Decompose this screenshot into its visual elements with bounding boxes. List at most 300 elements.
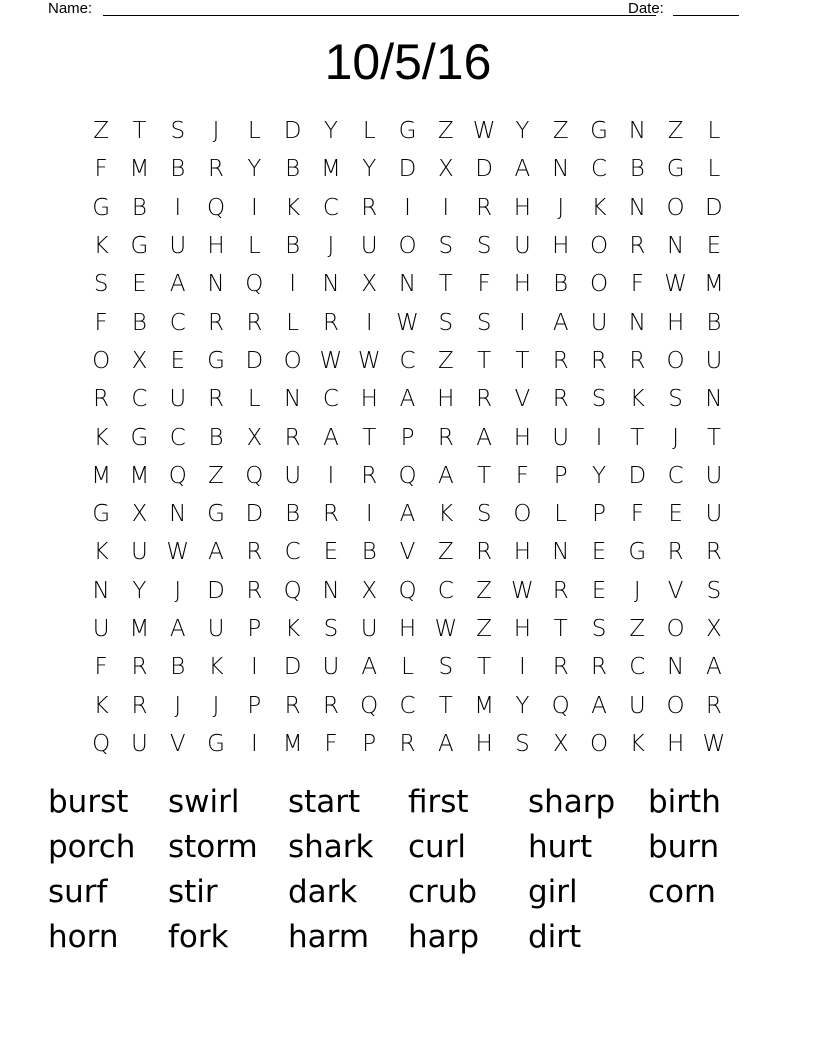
grid-letter[interactable]: A <box>323 424 339 451</box>
grid-letter[interactable]: S <box>515 730 530 757</box>
grid-letter[interactable]: W <box>511 577 534 604</box>
grid-letter[interactable]: D <box>245 501 264 528</box>
grid-letter[interactable]: I <box>250 194 258 221</box>
grid-letter[interactable]: W <box>319 347 343 374</box>
grid-letter[interactable]: R <box>208 156 225 183</box>
grid-letter[interactable]: E <box>591 577 607 604</box>
grid-letter[interactable]: I <box>404 194 411 221</box>
grid-letter[interactable]: A <box>169 616 186 642</box>
word-bank-item: fork <box>168 919 229 955</box>
grid-letter[interactable]: G <box>92 194 111 221</box>
grid-letter[interactable]: H <box>513 424 532 451</box>
grid-letter[interactable]: C <box>131 386 148 413</box>
grid-letter[interactable]: Y <box>515 118 530 145</box>
grid-letter[interactable]: J <box>327 233 335 260</box>
grid-letter[interactable]: H <box>552 233 570 260</box>
grid-letter[interactable]: J <box>212 118 220 145</box>
name-blank-line[interactable] <box>103 15 656 16</box>
word-bank-item: harm <box>288 919 370 955</box>
grid-letter[interactable]: H <box>666 309 685 336</box>
grid-letter[interactable]: P <box>247 692 262 719</box>
grid-letter[interactable]: U <box>360 616 378 642</box>
grid-letter[interactable]: L <box>362 118 376 145</box>
grid-letter[interactable]: M <box>91 462 112 489</box>
grid-letter[interactable]: N <box>705 386 723 413</box>
grid-letter[interactable]: I <box>595 424 603 451</box>
grid-letter[interactable]: K <box>629 730 645 757</box>
grid-letter[interactable]: P <box>553 462 568 489</box>
grid-letter[interactable]: Z <box>476 616 492 642</box>
grid-letter[interactable]: Q <box>245 271 264 298</box>
grid-letter[interactable]: R <box>629 233 646 260</box>
grid-letter[interactable]: M <box>129 156 150 183</box>
grid-letter[interactable]: W <box>664 271 687 298</box>
grid-letter[interactable]: O <box>666 194 685 221</box>
grid-letter[interactable]: R <box>93 386 110 413</box>
grid-letter[interactable]: X <box>131 347 148 374</box>
grid-letter[interactable]: R <box>437 424 454 451</box>
grid-letter[interactable]: W <box>357 347 381 374</box>
grid-letter[interactable]: R <box>246 309 263 336</box>
grid-letter[interactable]: R <box>476 386 493 413</box>
grid-letter[interactable]: T <box>362 424 377 451</box>
grid-letter[interactable]: R <box>208 386 225 413</box>
grid-letter[interactable]: K <box>93 539 109 566</box>
grid-letter[interactable]: A <box>706 654 722 681</box>
grid-letter[interactable]: L <box>247 118 261 145</box>
grid-letter[interactable]: E <box>323 539 339 566</box>
grid-letter[interactable]: A <box>399 501 416 528</box>
grid-letter[interactable]: M <box>129 616 150 642</box>
grid-letter[interactable]: Y <box>132 577 147 604</box>
grid-letter[interactable]: K <box>285 194 301 221</box>
grid-letter[interactable]: D <box>207 577 225 604</box>
grid-letter[interactable]: O <box>666 347 685 374</box>
grid-letter[interactable]: Y <box>323 118 338 145</box>
grid-letter[interactable]: R <box>361 462 378 489</box>
grid-letter[interactable]: A <box>399 386 416 413</box>
grid-letter[interactable]: U <box>590 309 608 336</box>
grid-letter[interactable]: F <box>630 271 644 298</box>
grid-letter[interactable]: G <box>207 730 225 757</box>
grid-letter[interactable]: U <box>705 462 723 489</box>
grid-letter[interactable]: P <box>592 501 606 528</box>
grid-letter[interactable]: G <box>130 233 149 260</box>
grid-letter[interactable]: O <box>589 233 609 260</box>
grid-letter[interactable]: I <box>327 462 335 489</box>
grid-letter[interactable]: X <box>246 424 263 451</box>
grid-letter[interactable]: K <box>591 194 607 221</box>
grid-letter[interactable]: G <box>207 347 225 374</box>
grid-letter[interactable]: O <box>92 347 111 374</box>
grid-letter[interactable]: C <box>629 654 646 681</box>
grid-letter[interactable]: S <box>668 386 683 413</box>
grid-letter[interactable]: Z <box>552 118 569 145</box>
grid-letter[interactable]: J <box>174 577 182 604</box>
grid-letter[interactable]: A <box>476 424 492 451</box>
grid-letter[interactable]: U <box>705 347 723 374</box>
grid-letter[interactable]: D <box>283 118 302 145</box>
grid-letter[interactable]: N <box>552 539 570 566</box>
grid-letter[interactable]: T <box>132 118 147 145</box>
grid-letter[interactable]: I <box>442 194 450 221</box>
grid-letter[interactable]: N <box>322 271 340 298</box>
grid-letter[interactable]: R <box>552 347 569 374</box>
grid-letter[interactable]: F <box>94 654 108 681</box>
grid-letter[interactable]: A <box>591 692 607 719</box>
grid-letter[interactable]: D <box>245 347 264 374</box>
grid-letter[interactable]: Q <box>551 692 570 719</box>
grid-letter[interactable]: R <box>131 692 148 719</box>
grid-letter[interactable]: K <box>93 692 109 719</box>
grid-letter[interactable]: Z <box>93 118 110 145</box>
grid-letter[interactable]: U <box>92 616 110 642</box>
grid-letter[interactable]: B <box>285 233 301 260</box>
grid-letter[interactable]: B <box>285 156 301 183</box>
grid-letter[interactable]: H <box>513 539 532 566</box>
grid-letter[interactable]: G <box>628 539 647 566</box>
word-bank-item: harp <box>408 919 480 955</box>
grid-letter[interactable]: Q <box>360 692 379 719</box>
grid-letter[interactable]: I <box>365 309 373 336</box>
grid-letter[interactable]: Q <box>398 577 417 604</box>
grid-letter[interactable]: E <box>170 347 186 374</box>
grid-letter[interactable]: Q <box>398 462 417 489</box>
grid-letter[interactable]: R <box>322 501 339 528</box>
grid-letter[interactable]: S <box>706 577 722 604</box>
grid-letter[interactable]: C <box>322 194 339 221</box>
grid-letter[interactable]: Z <box>476 577 492 604</box>
grid-letter[interactable]: K <box>208 654 224 681</box>
grid-letter[interactable]: U <box>322 654 340 681</box>
grid-letter[interactable]: Q <box>92 730 111 757</box>
grid-letter[interactable]: R <box>476 194 493 221</box>
grid-letter[interactable]: D <box>628 462 647 489</box>
grid-letter[interactable]: G <box>398 118 417 145</box>
grid-letter[interactable]: D <box>475 156 493 183</box>
grid-letter[interactable]: Y <box>362 156 377 183</box>
grid-letter[interactable]: L <box>707 156 721 183</box>
grid-letter[interactable]: T <box>477 347 492 374</box>
grid-letter[interactable]: R <box>476 539 493 566</box>
grid-letter[interactable]: S <box>591 616 607 642</box>
grid-letter[interactable]: P <box>362 730 377 757</box>
grid-letter[interactable]: Q <box>206 194 226 221</box>
grid-letter[interactable]: Y <box>515 692 530 719</box>
grid-letter[interactable]: V <box>169 730 186 757</box>
grid-letter[interactable]: R <box>667 539 684 566</box>
grid-letter[interactable]: T <box>515 347 530 374</box>
grid-letter[interactable]: T <box>630 424 645 451</box>
grid-letter[interactable]: N <box>552 156 570 183</box>
grid-letter[interactable]: P <box>247 616 262 642</box>
grid-letter[interactable]: K <box>93 424 109 451</box>
grid-letter[interactable]: F <box>477 271 491 298</box>
grid-letter[interactable]: U <box>552 424 570 451</box>
grid-letter[interactable]: G <box>590 118 608 145</box>
grid-letter[interactable]: D <box>398 156 417 183</box>
grid-letter[interactable]: R <box>552 654 569 681</box>
grid-letter[interactable]: N <box>169 501 187 528</box>
grid-letter[interactable]: W <box>166 539 190 566</box>
grid-letter[interactable]: A <box>361 654 378 681</box>
grid-letter[interactable]: B <box>285 501 301 528</box>
grid-letter[interactable]: K <box>93 233 109 260</box>
grid-letter[interactable]: C <box>437 577 454 604</box>
grid-letter[interactable]: T <box>553 616 568 642</box>
grid-letter[interactable]: A <box>437 730 454 757</box>
grid-letter[interactable]: Z <box>437 539 454 566</box>
grid-letter[interactable]: K <box>438 501 454 528</box>
grid-letter[interactable]: R <box>399 730 416 757</box>
grid-letter[interactable]: A <box>514 156 531 183</box>
grid-letter[interactable]: R <box>246 577 263 604</box>
grid-letter[interactable]: U <box>169 233 187 260</box>
grid-letter[interactable]: J <box>212 692 220 719</box>
grid-letter[interactable]: B <box>131 309 147 336</box>
grid-letter[interactable]: S <box>323 616 339 642</box>
grid-letter[interactable]: M <box>703 271 724 298</box>
grid-letter[interactable]: R <box>131 654 148 681</box>
grid-letter[interactable]: X <box>706 616 722 642</box>
grid-letter[interactable]: U <box>705 501 723 528</box>
grid-letter[interactable]: R <box>284 424 301 451</box>
grid-letter[interactable]: X <box>361 577 378 604</box>
grid-letter[interactable]: Y <box>247 156 262 183</box>
grid-letter[interactable]: R <box>322 309 339 336</box>
grid-letter[interactable]: R <box>322 692 339 719</box>
grid-letter[interactable]: W <box>434 616 458 642</box>
grid-letter[interactable]: P <box>400 424 415 451</box>
grid-letter[interactable]: S <box>476 309 492 336</box>
grid-letter[interactable]: Z <box>629 616 646 642</box>
grid-letter[interactable]: T <box>477 654 492 681</box>
grid-letter[interactable]: O <box>666 692 685 719</box>
grid-letter[interactable]: R <box>705 692 722 719</box>
grid-letter[interactable]: R <box>246 539 263 566</box>
grid-letter[interactable]: O <box>666 616 685 642</box>
grid-letter[interactable]: Q <box>283 577 302 604</box>
grid-letter[interactable]: A <box>208 539 224 566</box>
grid-letter[interactable]: F <box>630 501 644 528</box>
grid-letter[interactable]: C <box>399 692 416 719</box>
grid-letter[interactable]: F <box>94 309 108 336</box>
grid-letter[interactable]: Z <box>208 462 224 489</box>
grid-letter[interactable]: A <box>552 309 569 336</box>
grid-letter[interactable]: D <box>705 194 723 221</box>
grid-letter[interactable]: V <box>514 386 531 413</box>
grid-letter[interactable]: G <box>666 156 685 183</box>
grid-letter[interactable]: U <box>131 730 148 757</box>
grid-letter[interactable]: S <box>438 654 454 681</box>
grid-letter[interactable]: H <box>513 616 532 642</box>
grid-letter[interactable]: S <box>170 118 186 145</box>
grid-letter[interactable]: G <box>92 501 111 528</box>
grid-letter[interactable]: N <box>628 309 646 336</box>
grid-letter[interactable]: U <box>284 462 302 489</box>
word-bank-item: horn <box>48 919 119 955</box>
grid-letter[interactable]: E <box>668 501 683 528</box>
grid-letter[interactable]: B <box>208 424 224 451</box>
grid-letter[interactable]: X <box>552 730 569 757</box>
grid-letter[interactable]: L <box>247 233 261 260</box>
grid-letter[interactable]: K <box>285 616 301 642</box>
grid-letter[interactable]: B <box>706 309 722 336</box>
grid-letter[interactable]: V <box>399 539 416 566</box>
grid-letter[interactable]: X <box>437 156 454 183</box>
grid-letter[interactable]: U <box>207 616 225 642</box>
grid-letter[interactable]: W <box>396 309 419 336</box>
header-row <box>48 0 748 20</box>
grid-letter[interactable]: F <box>94 156 108 183</box>
grid-letter[interactable]: C <box>322 386 339 413</box>
grid-letter[interactable]: S <box>93 271 109 298</box>
grid-letter[interactable]: R <box>361 194 378 221</box>
grid-letter[interactable]: N <box>92 577 110 604</box>
grid-letter[interactable]: Y <box>591 462 607 489</box>
grid-letter[interactable]: G <box>207 501 225 528</box>
word-search-grid <box>82 112 733 763</box>
grid-letter[interactable]: N <box>398 271 417 298</box>
grid-letter[interactable]: R <box>208 309 225 336</box>
grid-letter[interactable]: E <box>132 271 147 298</box>
grid-letter[interactable]: H <box>475 730 493 757</box>
grid-letter[interactable]: I <box>250 730 258 757</box>
grid-letter[interactable]: U <box>628 692 646 719</box>
grid-letter[interactable]: L <box>707 118 721 145</box>
grid-letter[interactable]: R <box>591 347 607 374</box>
date-blank-line[interactable] <box>673 15 739 16</box>
grid-letter[interactable]: Q <box>245 462 264 489</box>
grid-letter[interactable]: O <box>398 233 417 260</box>
grid-letter[interactable]: H <box>360 386 378 413</box>
grid-letter[interactable]: H <box>513 271 532 298</box>
grid-letter[interactable]: Z <box>667 118 684 145</box>
grid-letter[interactable]: G <box>130 424 149 451</box>
grid-letter[interactable]: F <box>324 730 338 757</box>
grid-letter[interactable]: J <box>633 577 641 604</box>
word-bank-item: birth <box>648 784 721 820</box>
word-bank-item: porch <box>48 829 136 865</box>
grid-letter[interactable]: O <box>589 271 609 298</box>
grid-letter[interactable]: I <box>289 271 297 298</box>
grid-letter[interactable]: B <box>170 156 186 183</box>
grid-letter[interactable]: N <box>207 271 225 298</box>
grid-letter[interactable]: R <box>284 692 301 719</box>
grid-letter[interactable]: N <box>628 118 646 145</box>
grid-letter[interactable]: S <box>438 233 454 260</box>
grid-letter[interactable]: Z <box>437 118 454 145</box>
grid-letter[interactable]: J <box>557 194 565 221</box>
grid-letter[interactable]: H <box>513 194 532 221</box>
grid-letter[interactable]: N <box>628 194 646 221</box>
grid-letter[interactable]: M <box>129 462 150 489</box>
grid-letter[interactable]: R <box>552 577 569 604</box>
grid-letter[interactable]: H <box>398 616 417 642</box>
grid-letter[interactable]: U <box>360 233 378 260</box>
grid-letter[interactable]: M <box>321 156 341 183</box>
grid-letter[interactable]: I <box>174 194 182 221</box>
grid-letter[interactable]: T <box>438 692 453 719</box>
grid-letter[interactable]: S <box>476 233 492 260</box>
grid-letter[interactable]: V <box>667 577 684 604</box>
grid-letter[interactable]: S <box>438 309 454 336</box>
grid-letter[interactable]: I <box>519 309 526 336</box>
grid-letter[interactable]: T <box>706 424 721 451</box>
grid-letter[interactable]: B <box>629 156 645 183</box>
grid-letter[interactable]: T <box>477 462 492 489</box>
grid-letter[interactable]: N <box>666 233 685 260</box>
grid-letter[interactable]: E <box>591 539 607 566</box>
grid-letter[interactable]: L <box>554 501 568 528</box>
grid-letter[interactable]: S <box>476 501 492 528</box>
grid-letter[interactable]: T <box>438 271 453 298</box>
grid-letter[interactable]: O <box>589 730 609 757</box>
grid-letter[interactable]: Z <box>437 347 454 374</box>
grid-letter[interactable]: I <box>250 654 258 681</box>
grid-letter[interactable]: C <box>667 462 684 489</box>
grid-letter[interactable]: C <box>169 424 186 451</box>
grid-letter[interactable]: B <box>131 194 147 221</box>
grid-letter[interactable]: N <box>322 577 340 604</box>
grid-letter[interactable]: C <box>399 347 416 374</box>
grid-letter[interactable]: H <box>666 730 685 757</box>
grid-letter[interactable]: N <box>666 654 685 681</box>
grid-letter[interactable]: K <box>629 386 645 413</box>
grid-letter[interactable]: M <box>474 692 495 719</box>
grid-letter[interactable]: C <box>284 539 301 566</box>
grid-letter[interactable]: R <box>629 347 646 374</box>
grid-letter[interactable]: W <box>702 730 726 757</box>
grid-letter[interactable]: Q <box>168 462 187 489</box>
grid-letter[interactable]: B <box>361 539 377 566</box>
grid-letter[interactable]: L <box>401 654 414 681</box>
grid-letter[interactable]: J <box>672 424 679 451</box>
grid-letter[interactable]: B <box>553 271 569 298</box>
grid-letter[interactable]: R <box>552 386 569 413</box>
grid-letter[interactable]: U <box>131 539 148 566</box>
grid-letter[interactable]: B <box>170 654 186 681</box>
grid-letter[interactable]: H <box>437 386 455 413</box>
grid-letter[interactable]: H <box>207 233 225 260</box>
grid-letter[interactable]: L <box>286 309 300 336</box>
grid-letter[interactable]: X <box>131 501 148 528</box>
grid-letter[interactable]: U <box>169 386 187 413</box>
grid-letter[interactable]: L <box>247 386 261 413</box>
grid-letter[interactable]: X <box>361 271 378 298</box>
grid-letter[interactable]: J <box>174 692 182 719</box>
grid-letter[interactable]: R <box>591 654 607 681</box>
grid-letter[interactable]: S <box>591 386 607 413</box>
grid-letter[interactable]: F <box>515 462 530 489</box>
grid-letter[interactable]: W <box>472 118 496 145</box>
page-title: 10/5/16 <box>324 34 492 90</box>
grid-letter[interactable]: U <box>513 233 531 260</box>
grid-letter[interactable]: A <box>437 462 454 489</box>
grid-letter[interactable]: M <box>282 730 303 757</box>
grid-letter[interactable]: C <box>590 156 608 183</box>
grid-letter[interactable]: I <box>365 501 373 528</box>
grid-letter[interactable]: I <box>519 654 526 681</box>
grid-letter[interactable]: D <box>283 654 302 681</box>
grid-letter[interactable]: O <box>513 501 532 528</box>
grid-letter[interactable]: O <box>283 347 302 374</box>
grid-letter[interactable]: N <box>284 386 302 413</box>
grid-letter[interactable]: C <box>169 309 186 336</box>
grid-letter[interactable]: E <box>706 233 722 260</box>
grid-letter[interactable]: R <box>705 539 722 566</box>
grid-letter[interactable]: A <box>169 271 186 298</box>
